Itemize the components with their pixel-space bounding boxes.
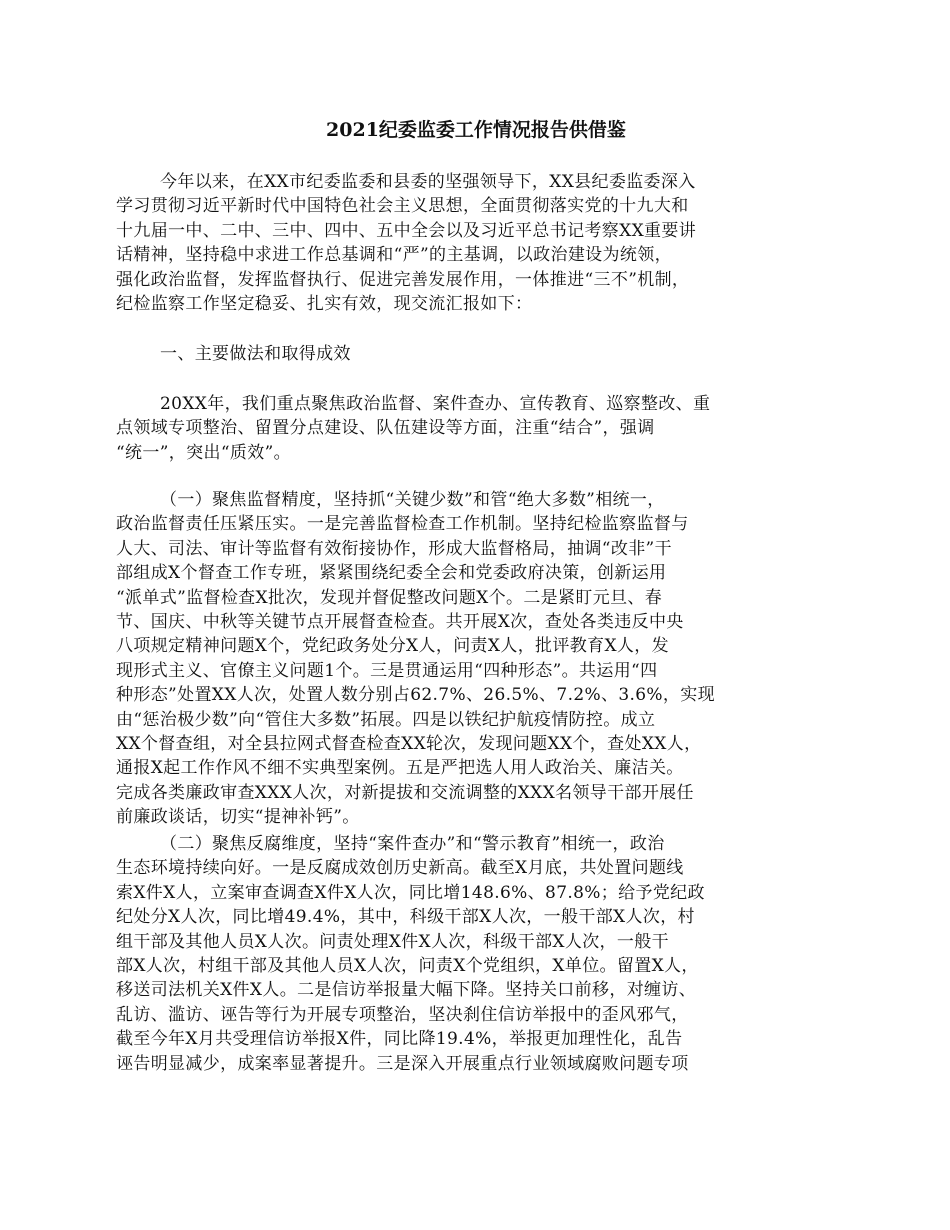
text-line: 通报X起工作作风不细不实典型案例。五是严把选人用人政治关、廉洁关。 <box>116 758 684 779</box>
text-line: 人大、司法、审计等监督有效衔接协作，形成大监督格局，抽调“改非”干 <box>116 538 672 559</box>
text-line: 一、主要做法和取得成效 <box>160 344 351 364</box>
text-line: 移送司法机关X件X人。二是信访举报量大幅下降。坚持关口前移，对缠访、 <box>116 980 697 1001</box>
text-line: 乱访、滥访、诬告等行为开展专项整治，坚决刹住信访举报中的歪风邪气， <box>116 1004 689 1025</box>
section-heading <box>116 342 836 366</box>
intro-paragraph <box>116 170 836 316</box>
text-line: 20XX年，我们重点聚焦政治监督、案件查办、宣传教育、巡察整改、重 <box>160 394 711 414</box>
section-2-paragraph <box>116 832 836 1076</box>
text-line: 生态环境持续向好。一是反腐成效创历史新高。截至X月底，共处置问题线 <box>116 858 684 879</box>
text-line: 十九届一中、二中、三中、四中、五中全会以及习近平总书记考察XX重要讲 <box>116 220 697 241</box>
text-line: 话精神，坚持稳中求进工作总基调和“严”的主基调，以政治建设为统领， <box>116 245 672 266</box>
focus-paragraph <box>116 392 836 465</box>
text-line: 纪检监察工作坚定稳妥、扎实有效，现交流汇报如下： <box>116 293 533 314</box>
text-line: 强化政治监督，发挥监督执行、促进完善发展作用，一体推进“三不”机制， <box>116 269 690 290</box>
text-line: 学习贯彻习近平新时代中国特色社会主义思想，全面贯彻落实党的十九大和 <box>116 196 689 217</box>
text-line: 部X人次，村组干部及其他人员X人次，问责X个党组织，X单位。留置X人， <box>116 955 699 976</box>
text-line: 组干部及其他人员X人次。问责处理X件X人次，科级干部X人次，一般干 <box>116 931 669 952</box>
text-line: XX个督查组，对全县拉网式督查检查XX轮次，发现问题XX个，查处XX人， <box>116 733 702 754</box>
text-line: 截至今年X月共受理信访举报X件，同比降19.4%，举报更加理性化，乱告 <box>116 1029 683 1050</box>
text-line: 前廉政谈话，切实“提神补钙”。 <box>116 807 360 828</box>
text-line: “统一”，突出“质效”。 <box>116 442 291 463</box>
document-title: 2021纪委监委工作情况报告供借鉴 <box>326 119 626 141</box>
text-line: （二）聚焦反腐维度，坚持“案件查办”和“警示教育”相统一，政治 <box>160 834 665 854</box>
text-line: （一）聚焦监督精度，坚持抓“关键少数”和管“绝大多数”相统一， <box>160 490 665 510</box>
text-line: 索X件X人，立案审查调查X件X人次，同比增148.6%、87.8%；给予党纪政 <box>116 882 705 903</box>
text-line: 现形式主义、官僚主义问题1个。三是贯通运用“四种形态”。共运用“四 <box>116 660 658 681</box>
text-line: 政治监督责任压紧压实。一是完善监督检查工作机制。坚持纪检监察监督与 <box>116 514 689 535</box>
text-line: 种形态”处置XX人次，处置人数分别占62.7%、26.5%、7.2%、3.6%，实现 <box>116 685 715 706</box>
text-line: 由“惩治极少数”向“管住大多数”拓展。四是以铁纪护航疫情防控。成立 <box>116 709 656 730</box>
text-line: 今年以来，在XX市纪委监委和县委的坚强领导下，XX县纪委监委深入 <box>160 172 696 192</box>
text-line: 诬告明显减少，成案率显著提升。三是深入开展重点行业领域腐败问题专项 <box>116 1053 689 1074</box>
text-line: 八项规定精神问题X个，党纪政务处分X人，问责X人，批评教育X人，发 <box>116 636 669 657</box>
text-line: “派单式”监督检查X批次，发现并督促整改问题X个。二是紧盯元旦、春 <box>116 587 663 608</box>
section-1-paragraph <box>116 488 836 829</box>
text-line: 点领域专项整治、留置分点建设、队伍建设等方面，注重“结合”，强调 <box>116 418 655 439</box>
text-line: 节、国庆、中秋等关键节点开展督查检查。共开展X次，查处各类违反中央 <box>116 611 684 632</box>
text-line: 部组成X个督查工作专班，紧紧围绕纪委全会和党委政府决策，创新运用 <box>116 563 667 584</box>
text-line: 完成各类廉政审查XXX人次，对新提拔和交流调整的XXX名领导干部开展任 <box>116 782 694 803</box>
text-line: 纪处分X人次，同比增49.4%，其中，科级干部X人次，一般干部X人次，村 <box>116 907 695 928</box>
